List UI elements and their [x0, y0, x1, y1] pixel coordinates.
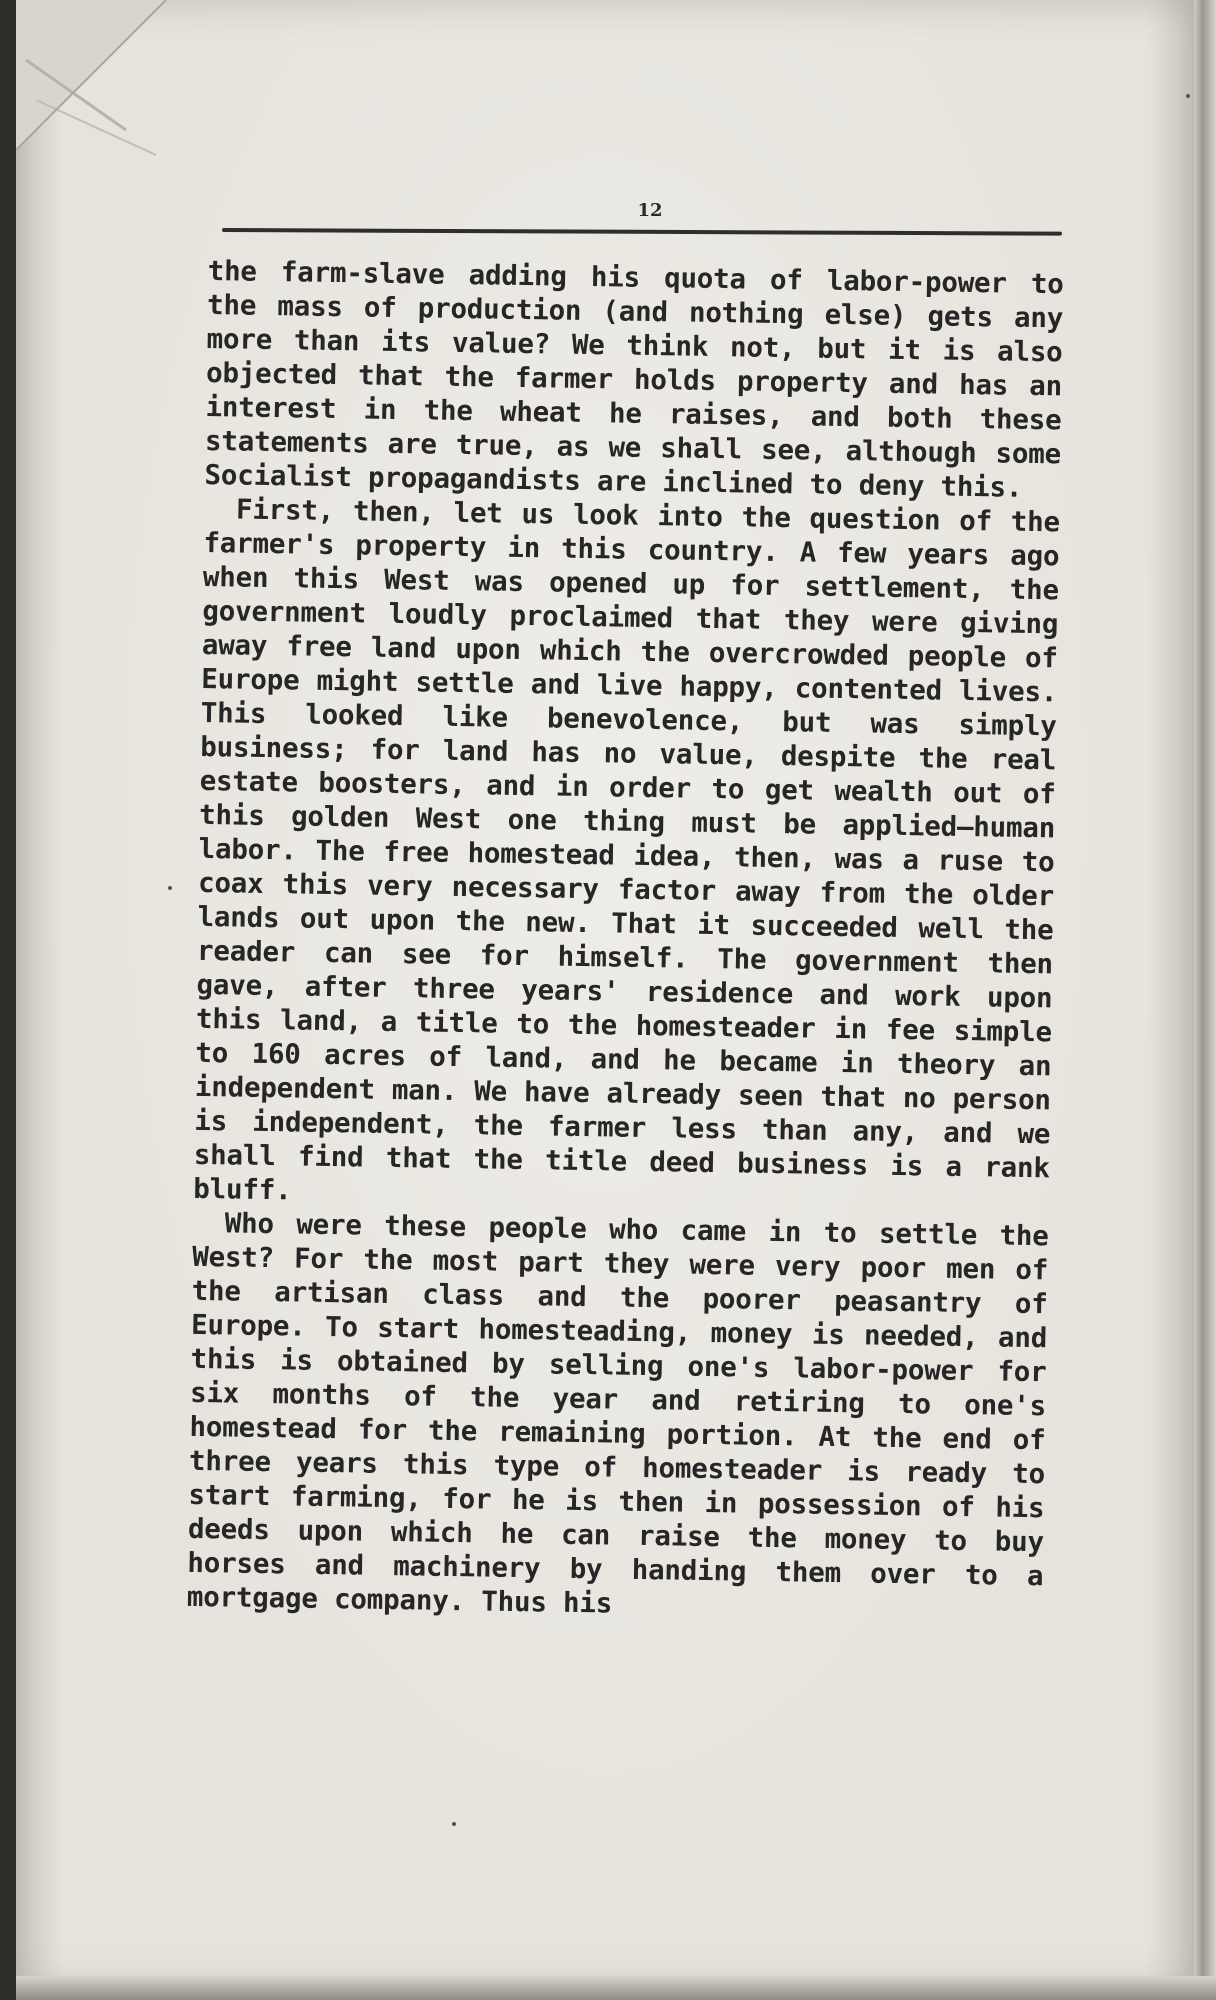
ink-speck	[452, 1822, 456, 1826]
ink-speck	[1186, 94, 1190, 98]
page-number: 12	[637, 200, 663, 221]
body-text	[187, 254, 1064, 1627]
paragraph: the farm-slave adding his quota of labor-power to the mass of production (and nothing else) gets any more than its value? We think not, but it is also objected that the farmer holds property and has an interest in the wheat he raises, and both these statements are true, as we shall see, although some Socialist propagandists are inclined to deny this.	[204, 254, 1064, 504]
page-bottom-edge	[16, 1976, 1216, 2000]
paragraph: First, then, let us look into the question of the farmer's property in this country. A few years ago when this West was opened up for settlement, the government loudly proclaimed that they were giving away free land upon which the overcrowded people of Europe might settle and live happy, contented lives. This looked like benevolence, but was simply business; for land has no value, despite the real estate boosters, and in order to get wealth out of this golden West one thing must be applied—human labor. The free homestead idea, then, was a ruse to coax this very necessary factor away from the older lands out upon the new. That it succeeded well the reader can see for himself. The government then gave, after three years' residence and work upon this land, a title to the homesteader in fee simple to 160 acres of land, and he became in theory an independent man. We have already seen that no person is independent, the farmer less than any, and we shall find that the title deed business is a rank bluff.	[193, 493, 1061, 1207]
paragraph: Who were these people who came in to settle the West? For the most part they were very poor men of the artisan class and the poorer peasantry of Europe. To start homesteading, money is needed, and this is obtained by selling one's labor-power for six months of the year and retiring to one's homestead for the remaining portion. At the end of three years this type of homesteader is ready to start farming, for he is then in possession of his deeds upon which he can raise the money to buy horses and machinery by handing them over to a mortgage company. Thus his	[186, 1207, 1049, 1620]
ink-speck	[168, 886, 172, 890]
folded-corner-mark	[16, 0, 166, 160]
page-right-edge	[1194, 0, 1216, 2000]
